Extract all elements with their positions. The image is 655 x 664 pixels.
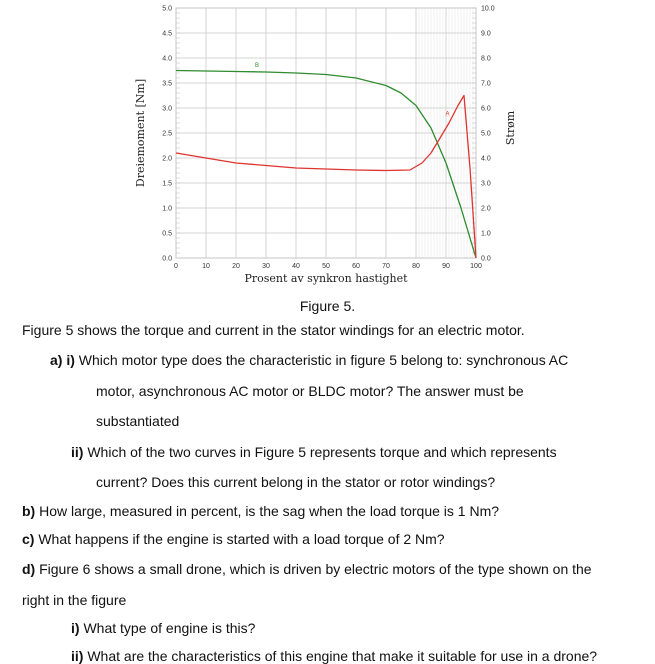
question-a-ii-label: ii) bbox=[71, 444, 84, 460]
question-a-ii-text-2: current? Does this current belong in the stator or rotor windings? bbox=[96, 474, 496, 490]
question-a-i-line-3 bbox=[96, 413, 179, 429]
question-a-ii-line bbox=[71, 444, 557, 460]
y-right-tick-label: 9.0 bbox=[481, 30, 491, 38]
annotation-label: A bbox=[445, 111, 450, 118]
question-a-i-text: Which motor type does the characteristic in figure 5 belong to: synchronous AC bbox=[74, 352, 569, 368]
y-left-tick-label: 2.5 bbox=[162, 130, 172, 138]
figure-caption: Figure 5. bbox=[299, 298, 356, 314]
y-right-tick-label: 1.0 bbox=[481, 230, 491, 238]
x-tick-label: 20 bbox=[232, 263, 240, 270]
y-left-tick-label: 4.5 bbox=[162, 30, 172, 38]
question-d-text: Figure 6 shows a small drone, which is driven by electric motors of the type shown on the bbox=[35, 561, 592, 577]
question-b-label: b) bbox=[22, 503, 36, 519]
x-axis-label: Prosent av synkron hastighet bbox=[244, 272, 408, 285]
y-right-tick-label: 5.0 bbox=[481, 130, 491, 138]
question-a-i-label: a) i) bbox=[50, 352, 75, 368]
y-right-tick-label: 6.0 bbox=[481, 105, 491, 113]
question-c-text: What happens if the engine is started with a load torque of 2 Nm? bbox=[34, 531, 445, 547]
y-right-tick-label: 0.0 bbox=[481, 255, 491, 263]
question-a-i-text-2: motor, asynchronous AC motor or BLDC motor? The answer must be bbox=[96, 383, 524, 399]
question-a-ii-line-2 bbox=[96, 474, 495, 490]
question-d-ii-label: ii) bbox=[71, 648, 84, 664]
chart-svg bbox=[0, 0, 655, 290]
question-d-i-text: What type of engine is this? bbox=[79, 620, 256, 636]
annotation-label: B bbox=[254, 63, 260, 69]
y-left-tick-label: 5.0 bbox=[162, 5, 172, 13]
x-tick-label: 90 bbox=[442, 263, 450, 270]
y-right-axis-label: Strøm bbox=[504, 110, 517, 146]
x-tick-label: 100 bbox=[470, 263, 482, 270]
y-right-tick-label: 10.0 bbox=[481, 5, 495, 13]
y-left-tick-label: 0.0 bbox=[162, 255, 172, 263]
x-tick-label: 50 bbox=[322, 263, 330, 270]
question-d-line-2 bbox=[22, 592, 126, 608]
intro-text: Figure 5 shows the torque and current in the stator windings for an electric motor. bbox=[22, 322, 525, 338]
y-right-tick-label: 2.0 bbox=[481, 205, 491, 213]
y-right-tick-label: 4.0 bbox=[481, 155, 491, 163]
y-right-tick-label: 8.0 bbox=[481, 55, 491, 63]
x-tick-label: 60 bbox=[352, 263, 360, 270]
y-left-tick-label: 0.5 bbox=[162, 230, 172, 238]
x-tick-label: 0 bbox=[174, 263, 178, 270]
question-a-i-line bbox=[50, 352, 568, 368]
question-d-label: d) bbox=[22, 561, 36, 577]
intro-line bbox=[22, 322, 525, 338]
x-tick-label: 80 bbox=[412, 263, 420, 270]
question-d-i-line bbox=[71, 620, 255, 636]
y-right-tick-label: 7.0 bbox=[481, 80, 491, 88]
question-a-ii-text: Which of the two curves in Figure 5 represents torque and which represents bbox=[83, 444, 557, 460]
y-left-tick-label: 3.0 bbox=[162, 105, 172, 113]
question-b-line bbox=[22, 503, 499, 519]
question-d-i-label: i) bbox=[71, 620, 80, 636]
question-a-i-text-3: substantiated bbox=[96, 413, 180, 429]
x-tick-label: 70 bbox=[382, 263, 390, 270]
x-tick-label: 40 bbox=[292, 263, 300, 270]
question-d-line bbox=[22, 561, 592, 577]
question-b-text: How large, measured in percent, is the sag when the load torque is 1 Nm? bbox=[35, 503, 500, 519]
x-tick-label: 10 bbox=[202, 263, 210, 270]
figure-5-chart bbox=[0, 0, 655, 290]
y-left-tick-label: 1.5 bbox=[162, 180, 172, 188]
question-d-ii-line bbox=[71, 648, 597, 664]
y-right-tick-label: 3.0 bbox=[481, 180, 491, 188]
y-left-tick-label: 1.0 bbox=[162, 205, 172, 213]
y-left-tick-label: 3.5 bbox=[162, 80, 172, 88]
y-left-tick-label: 2.0 bbox=[162, 155, 172, 163]
y-left-axis-label: Dreiemoment [Nm] bbox=[134, 78, 147, 188]
question-a-i-line-2 bbox=[96, 383, 524, 399]
question-c-line bbox=[22, 531, 445, 547]
question-d-ii-text: What are the characteristics of this engine that make it suitable for use in a drone? bbox=[83, 648, 598, 664]
question-c-label: c) bbox=[22, 531, 35, 547]
question-d-text-2: right in the figure bbox=[22, 592, 127, 608]
y-left-tick-label: 4.0 bbox=[162, 55, 172, 63]
x-tick-label: 30 bbox=[262, 263, 270, 270]
